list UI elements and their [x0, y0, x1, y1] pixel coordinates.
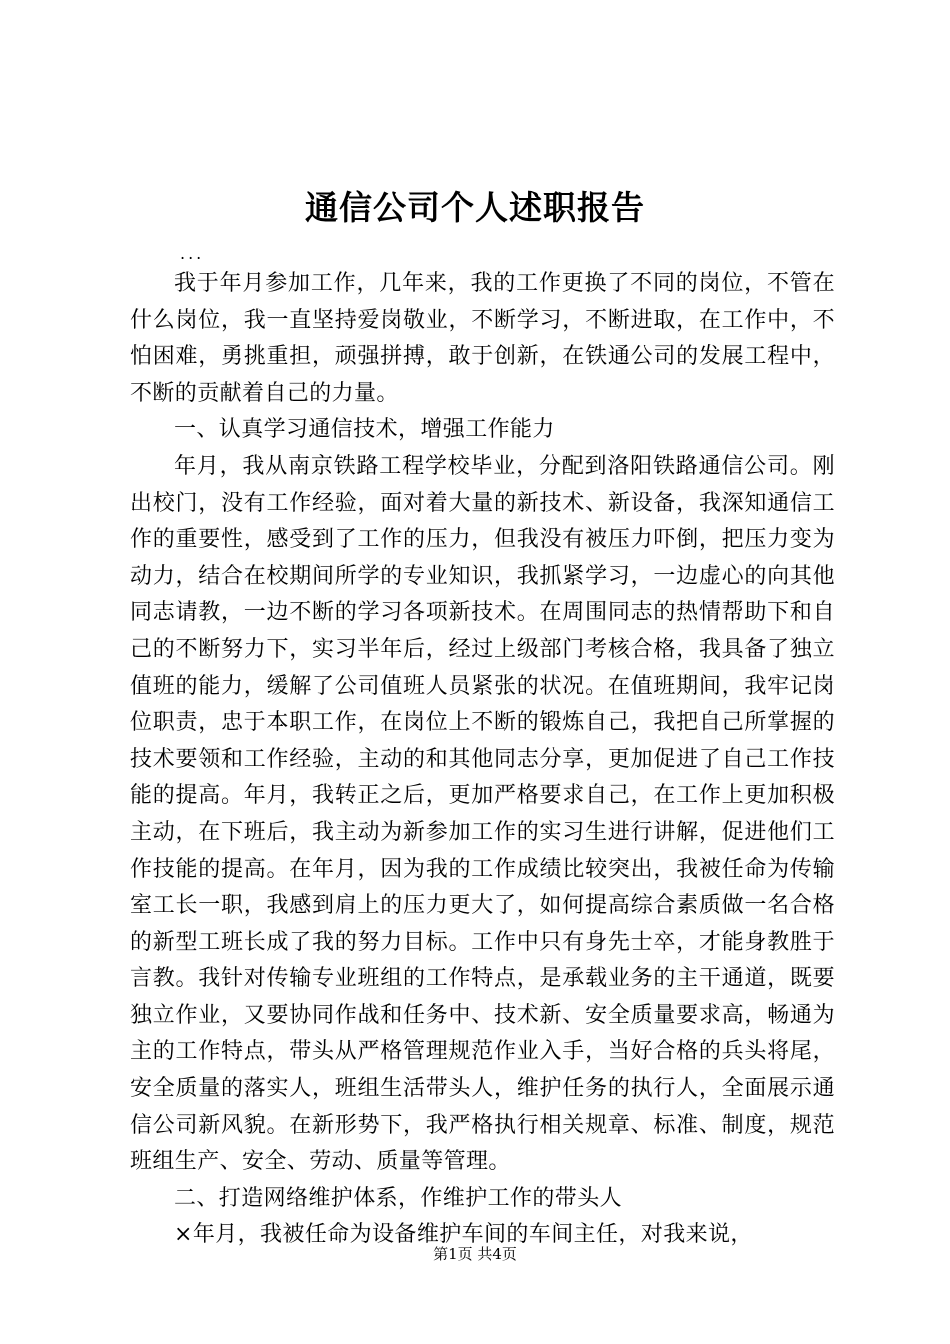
ellipsis-marker: ...: [180, 244, 205, 263]
paragraph-section-1: 年月，我从南京铁路工程学校毕业，分配到洛阳铁路通信公司。刚出校门，没有工作经验，面对着大量的新技术、新设备，我深知通信工作的重要性，感受到了工作的压力，但我没有被压力吓倒，把压力变为动力，结合在校期间所学的专业知识，我抓紧学习，一边虚心的向其他同志请教，一边不断的学习各项新技术。在周围同志的热情帮助下和自己的不断努力下，实习半年后，经过上级部门考核合格，我具备了独立值班的能力，缓解了公司值班人员紧张的状况。在值班期间，我牢记岗位职责，忠于本职工作，在岗位上不断的锻炼自己，我把自己所掌握的技术要领和工作经验，主动的和其他同志分享，更加促进了自己工作技能的提高。年月，我转正之后，更加严格要求自己，在工作上更加积极主动，在下班后，我主动为新参加工作的实习生进行讲解，促进他们工作技能的提高。在年月，因为我的工作成绩比较突出，我被任命为传输室工长一职，我感到肩上的压力更大了，如何提高综合素质做一名合格的新型工班长成了我的努力目标。工作中只有身先士卒，才能身教胜于言教。我针对传输专业班组的工作特点，是承载业务的主干通道，既要独立作业，又要协同作战和任务中、技术新、安全质量要求高，畅通为主的工作特点，带头从严格管理规范作业入手，当好合格的兵头将尾，安全质量的落实人，班组生活带头人，维护任务的执行人，全面展示通信公司新风貌。在新形势下，我严格执行相关规章、标准、制度，规范班组生产、安全、劳动、质量等管理。: [130, 453, 835, 1175]
section-heading-2: 二、打造网络维护体系，作维护工作的带头人: [174, 1185, 623, 1211]
paragraph-intro: 我于年月参加工作，几年来，我的工作更换了不同的岗位，不管在什么岗位，我一直坚持爱岗敬业，不断学习，不断进取，在工作中，不怕困难，勇挑重担，顽强拼搏，敢于创新，在铁通公司的发展工程中，不断的贡献着自己的力量。: [130, 271, 835, 406]
page-footer: 第1页 共4页: [433, 1245, 517, 1263]
paragraph-section-2: ×年月，我被任命为设备维护车间的车间主任，对我来说，: [174, 1222, 753, 1248]
document-body: [130, 266, 835, 1254]
document-title: 通信公司个人述职报告: [305, 188, 645, 227]
section-heading-1: 一、认真学习通信技术，增强工作能力: [174, 417, 555, 443]
